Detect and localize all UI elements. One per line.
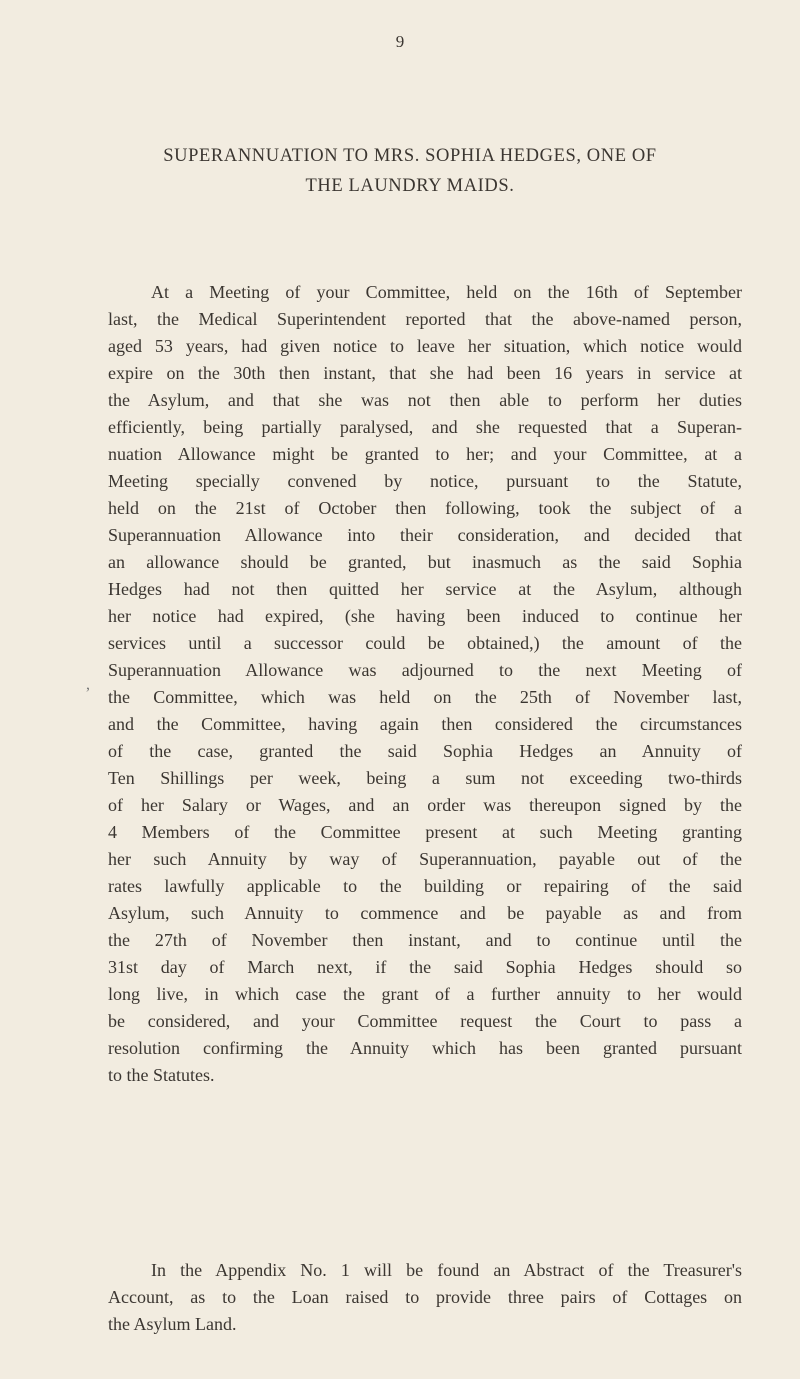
text-line: Superannuation Allowance into their consideration, and decided that [108,525,742,545]
text-line: nuation Allowance might be granted to her; and your Committee, at a [108,444,742,464]
text-line: be considered, and your Committee request the Court to pass a [108,1011,742,1031]
text-line: services until a successor could be obtained,) the amount of the [108,633,742,653]
text-line: long live, in which case the grant of a further annuity to her would [108,984,742,1004]
text-line: In the Appendix No. 1 will be found an Abstract of the Treasurer's [151,1260,742,1280]
text-line: held on the 21st of October then following, took the subject of a [108,498,742,518]
text-line: to the Statutes. [108,1065,215,1085]
text-line: 4 Members of the Committee present at such Meeting granting [108,822,742,842]
text-line: the Asylum, and that she was not then able to perform her duties [108,390,742,410]
paragraph-superannuation [108,279,742,1089]
text-line: Meeting specially convened by notice, pursuant to the Statute, [108,471,742,491]
text-line: rates lawfully applicable to the building or repairing of the said [108,876,742,896]
text-line: 31st day of March next, if the said Sophia Hedges should so [108,957,742,977]
text-line: Hedges had not then quitted her service at the Asylum, although [108,579,742,599]
text-line: of her Salary or Wages, and an order was thereupon signed by the [108,795,742,815]
heading-line-1: SUPERANNUATION TO MRS. SOPHIA HEDGES, ONE OF [163,146,657,166]
text-line: of the case, granted the said Sophia Hedges an Annuity of [108,741,742,761]
text-line: her such Annuity by way of Superannuation, payable out of the [108,849,742,869]
text-line: Asylum, such Annuity to commence and be payable as and from [108,903,742,923]
text-line: Ten Shillings per week, being a sum not exceeding two-thirds [108,768,742,788]
text-line: her notice had expired, (she having been induced to continue her [108,606,742,626]
margin-mark: , [86,676,90,693]
paragraph-appendix [108,1257,742,1338]
text-line: and the Committee, having again then considered the circumstances [108,714,742,734]
text-line: aged 53 years, had given notice to leave her situation, which notice would [108,336,742,356]
text-line: efficiently, being partially paralysed, and she requested that a Superan- [108,417,742,437]
text-line: last, the Medical Superintendent reported that the above-named person, [108,309,742,329]
heading-line-2: THE LAUNDRY MAIDS. [305,176,515,196]
text-line: Account, as to the Loan raised to provide three pairs of Cottages on [108,1287,742,1307]
text-line: resolution confirming the Annuity which has been granted pursuant [108,1038,742,1058]
text-line: the Committee, which was held on the 25th of November last, [108,687,742,707]
text-line: At a Meeting of your Committee, held on the 16th of September [151,282,742,302]
page-number: 9 [395,32,405,51]
text-line: an allowance should be granted, but inasmuch as the said Sophia [108,552,742,572]
text-line: the 27th of November then instant, and to continue until the [108,930,742,950]
text-line: expire on the 30th then instant, that she had been 16 years in service at [108,363,742,383]
text-line: Superannuation Allowance was adjourned to the next Meeting of [108,660,742,680]
text-line: the Asylum Land. [108,1314,237,1334]
